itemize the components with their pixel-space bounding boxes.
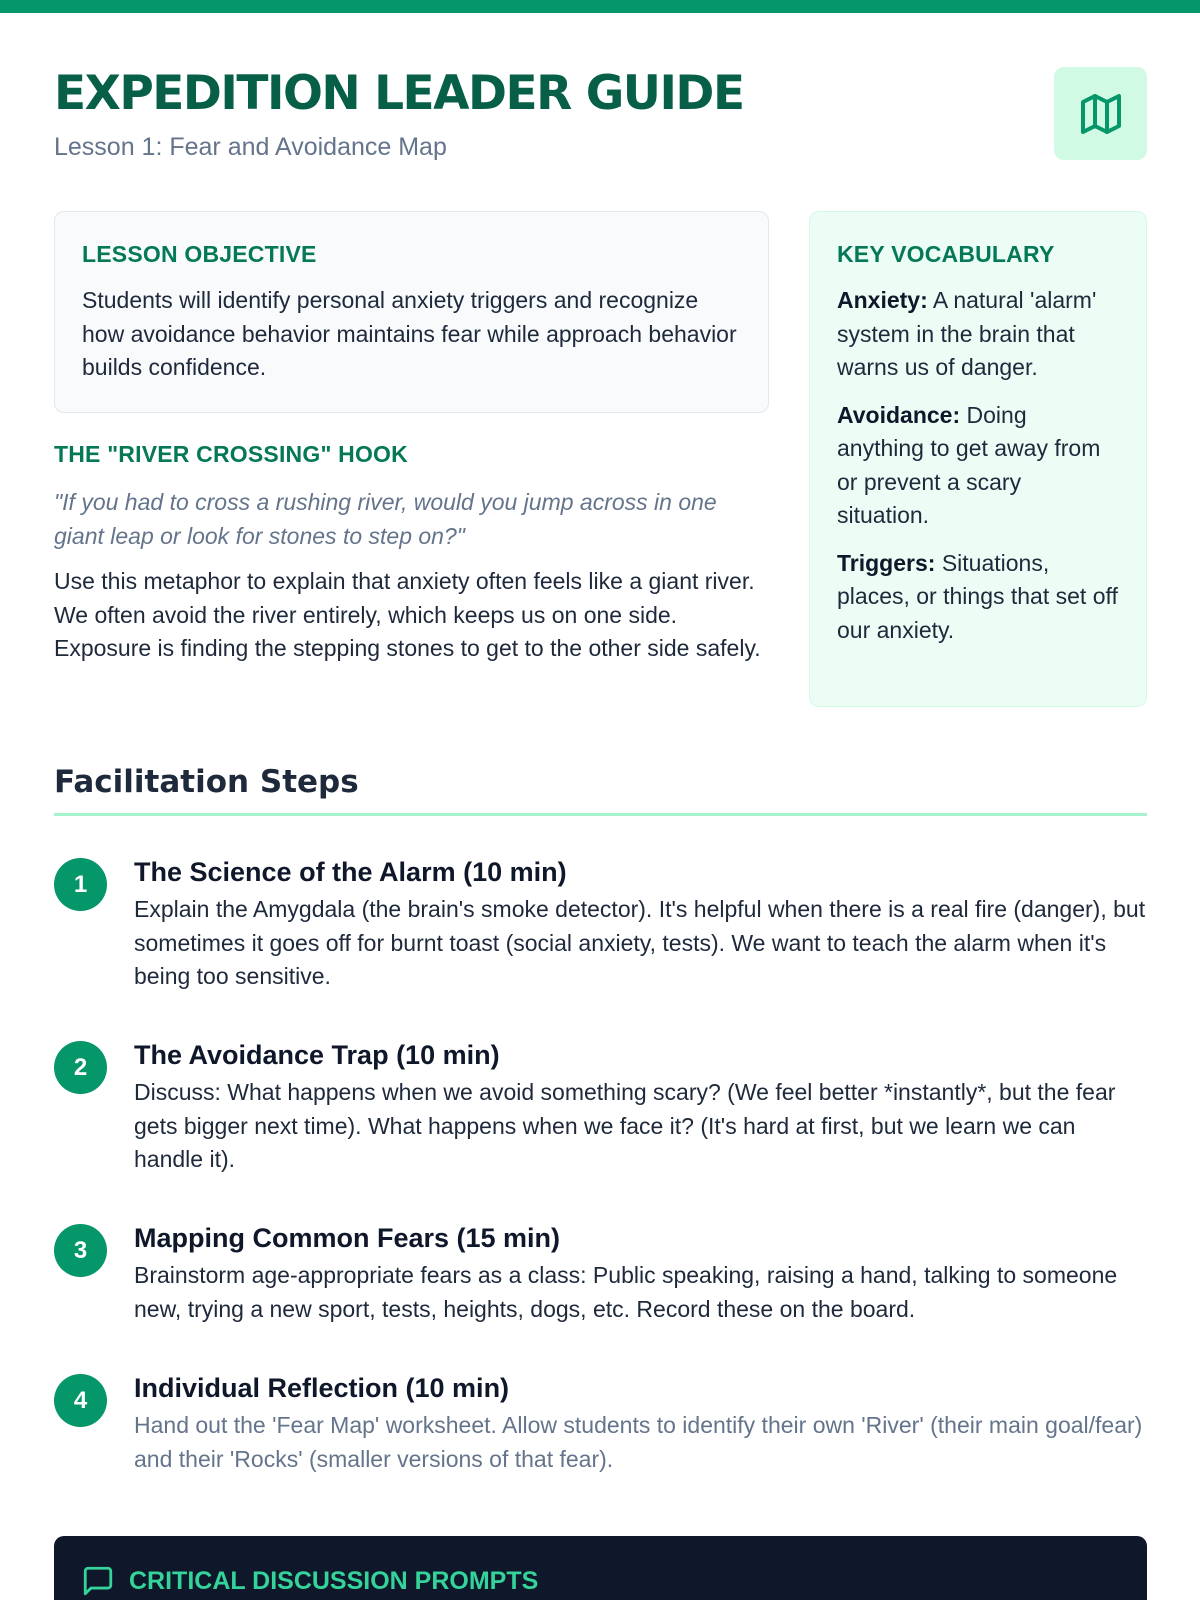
vocab-term: Avoidance: (837, 401, 961, 428)
objective-text: Students will identify personal anxiety triggers and recognize how avoidance behavior maintains fear while approach behavior builds confidence. (82, 287, 737, 380)
top-accent-bar (0, 0, 1200, 13)
facilitation-steps-heading: Facilitation Steps (54, 764, 359, 800)
step-description: Hand out the 'Fear Map' worksheet. Allow students to identify their own 'River' (their main goal/fear) and their 'Rocks' (smaller versions of that fear). (134, 1412, 1143, 1472)
vocab-item (837, 399, 1119, 533)
discussion-prompts-box (54, 1536, 1147, 1600)
step-title: The Avoidance Trap (10 min) (134, 1040, 500, 1070)
step-number-badge: 2 (54, 1041, 107, 1094)
vocab-definition: Doing anything to get away from or prevent a scary situation. (837, 401, 1101, 528)
river-crossing-hook (54, 440, 769, 666)
facilitation-step (54, 1371, 1147, 1476)
hook-quote: "If you had to cross a rushing river, would you jump across in one giant leap or look for stones to step on?" (54, 489, 717, 549)
chat-bubble-icon (81, 1564, 115, 1598)
key-vocabulary-box (809, 211, 1147, 707)
map-badge (1054, 67, 1147, 160)
step-description: Explain the Amygdala (the brain's smoke detector). It's helpful when there is a real fire (danger), but sometimes it goes off for burnt toast (social anxiety, tests). We want to teach the alarm when it's being too sensitive. (134, 896, 1146, 989)
step-description: Discuss: What happens when we avoid something scary? (We feel better *instantly*, but the fear gets bigger next time). What happens when we face it? (It's hard at first, but we learn we can handle it). (134, 1079, 1116, 1172)
facilitation-step (54, 1221, 1147, 1326)
page-subtitle: Lesson 1: Fear and Avoidance Map (54, 133, 447, 161)
section-divider (54, 813, 1147, 816)
map-icon (1077, 90, 1125, 138)
vocab-term: Triggers: (837, 549, 936, 576)
step-title: Individual Reflection (10 min) (134, 1373, 510, 1403)
step-number-badge: 3 (54, 1224, 107, 1277)
vocab-term: Anxiety: (837, 287, 928, 313)
prompts-label: CRITICAL DISCUSSION PROMPTS (129, 1567, 539, 1595)
vocab-item (837, 547, 1119, 648)
page-header (54, 66, 1147, 166)
vocabulary-label: KEY VOCABULARY (837, 241, 1055, 267)
step-number-badge: 4 (54, 1374, 107, 1427)
objective-label: LESSON OBJECTIVE (82, 241, 317, 267)
step-title: The Science of the Alarm (10 min) (134, 857, 567, 887)
facilitation-step (54, 1038, 1147, 1177)
step-title: Mapping Common Fears (15 min) (134, 1223, 561, 1253)
hook-text: Use this metaphor to explain that anxiety often feels like a giant river. We often avoid the river entirely, which keeps us on one side. Exposure is finding the stepping stones to get to the other side safely. (54, 568, 761, 661)
vocab-definition: Situations, places, or things that set off our anxiety. (837, 549, 1118, 643)
prompts-heading (81, 1564, 1120, 1598)
facilitation-step (54, 855, 1147, 994)
lesson-objective-box (54, 211, 769, 413)
step-description: Brainstorm age-appropriate fears as a class: Public speaking, raising a hand, talking to someone new, trying a new sport, tests, heights, dogs, etc. Record these on the board. (134, 1262, 1118, 1322)
hook-label: THE "RIVER CROSSING" HOOK (54, 441, 408, 467)
vocab-definition: A natural 'alarm' system in the brain that warns us of danger. (837, 287, 1097, 380)
page-title: EXPEDITION LEADER GUIDE (54, 66, 744, 121)
vocab-item (837, 284, 1119, 385)
step-number-badge: 1 (54, 858, 107, 911)
